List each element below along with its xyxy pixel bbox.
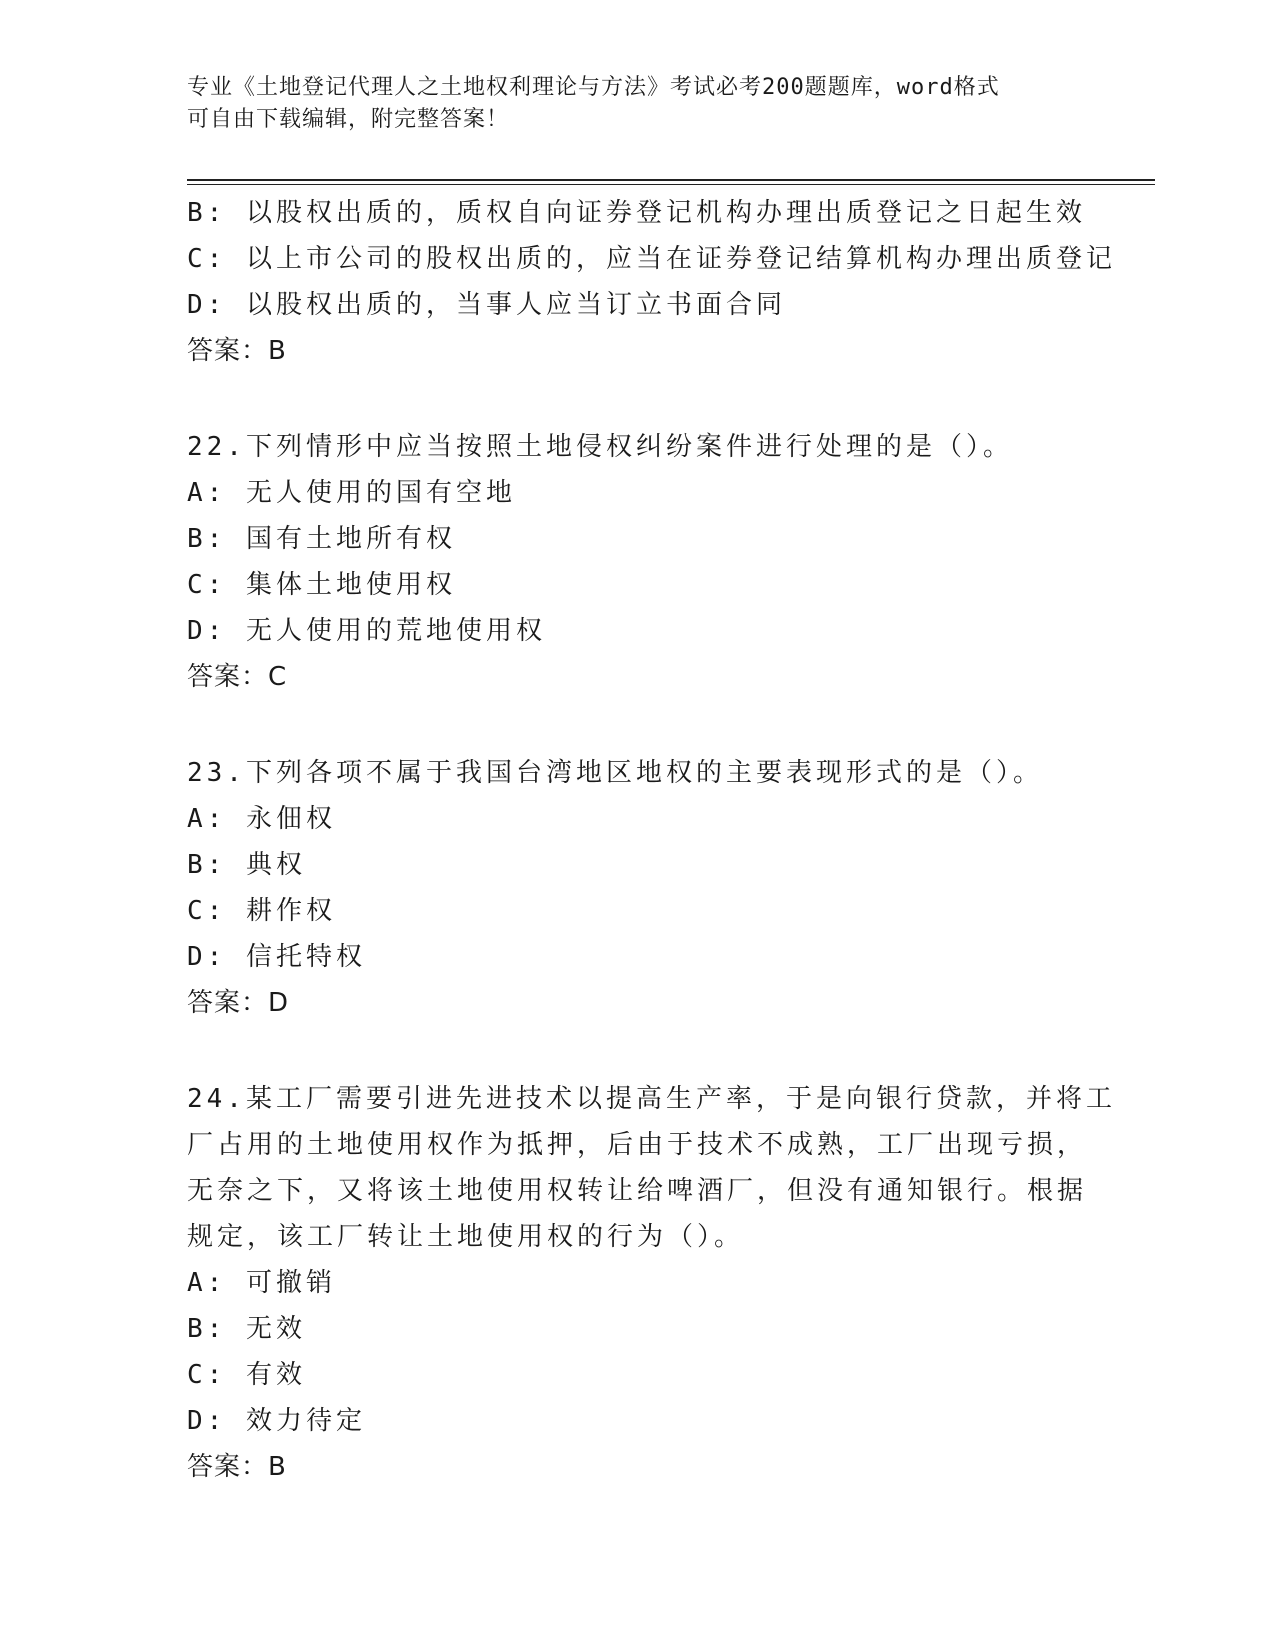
option-d: D: 无人使用的荒地使用权 [187,616,546,646]
option-b: B: 国有土地所有权 [187,524,456,554]
question-stem-line-2: 厂占用的土地使用权作为抵押，后由于技术不成熟，工厂出现亏损， [187,1130,1088,1160]
option-c: C: 有效 [187,1360,306,1390]
answer-line: 答案：B [187,336,287,366]
question-stem: 23.下列各项不属于我国台湾地区地权的主要表现形式的是（）。 [187,758,1043,788]
question-21-continuation [187,190,1116,374]
option-b: B: 无效 [187,1314,306,1344]
option-b: B: 以股权出质的，质权自向证券登记机构办理出质登记之日起生效 [187,198,1086,228]
answer-line: 答案：C [187,662,288,692]
option-d: D: 效力待定 [187,1406,366,1436]
question-list [187,190,1116,1490]
answer-line: 答案：B [187,1452,287,1482]
option-b: B: 典权 [187,850,306,880]
option-d: D: 信托特权 [187,942,366,972]
question-stem-line-4: 规定，该工厂转让土地使用权的行为（）。 [187,1222,745,1252]
question-stem-line-3: 无奈之下，又将该土地使用权转让给啤酒厂，但没有通知银行。根据 [187,1176,1088,1206]
option-a: A: 永佃权 [187,804,336,834]
header-title-line-1: 专业《土地登记代理人之土地权利理论与方法》考试必考200题题库，word格式 [187,75,1000,100]
header-title-line-2: 可自由下载编辑，附完整答案！ [187,107,510,132]
option-c: C: 以上市公司的股权出质的，应当在证券登记结算机构办理出质登记 [187,244,1116,274]
header-divider-thick [187,179,1155,181]
option-c: C: 集体土地使用权 [187,570,456,600]
document-header [187,72,1067,136]
question-24 [187,1076,1116,1490]
header-divider-thin [187,184,1155,185]
spacer [187,700,1087,750]
option-d: D: 以股权出质的，当事人应当订立书面合同 [187,290,786,320]
question-22 [187,424,1087,700]
question-stem: 22.下列情形中应当按照土地侵权纠纷案件进行处理的是（）。 [187,432,1013,462]
question-23 [187,750,1087,1026]
option-a: A: 无人使用的国有空地 [187,478,516,508]
spacer [187,374,1087,424]
option-c: C: 耕作权 [187,896,336,926]
option-a: A: 可撤销 [187,1268,336,1298]
question-stem-line-1: 24.某工厂需要引进先进技术以提高生产率，于是向银行贷款，并将工 [187,1084,1116,1114]
answer-line: 答案：D [187,988,290,1018]
spacer [187,1026,1087,1076]
